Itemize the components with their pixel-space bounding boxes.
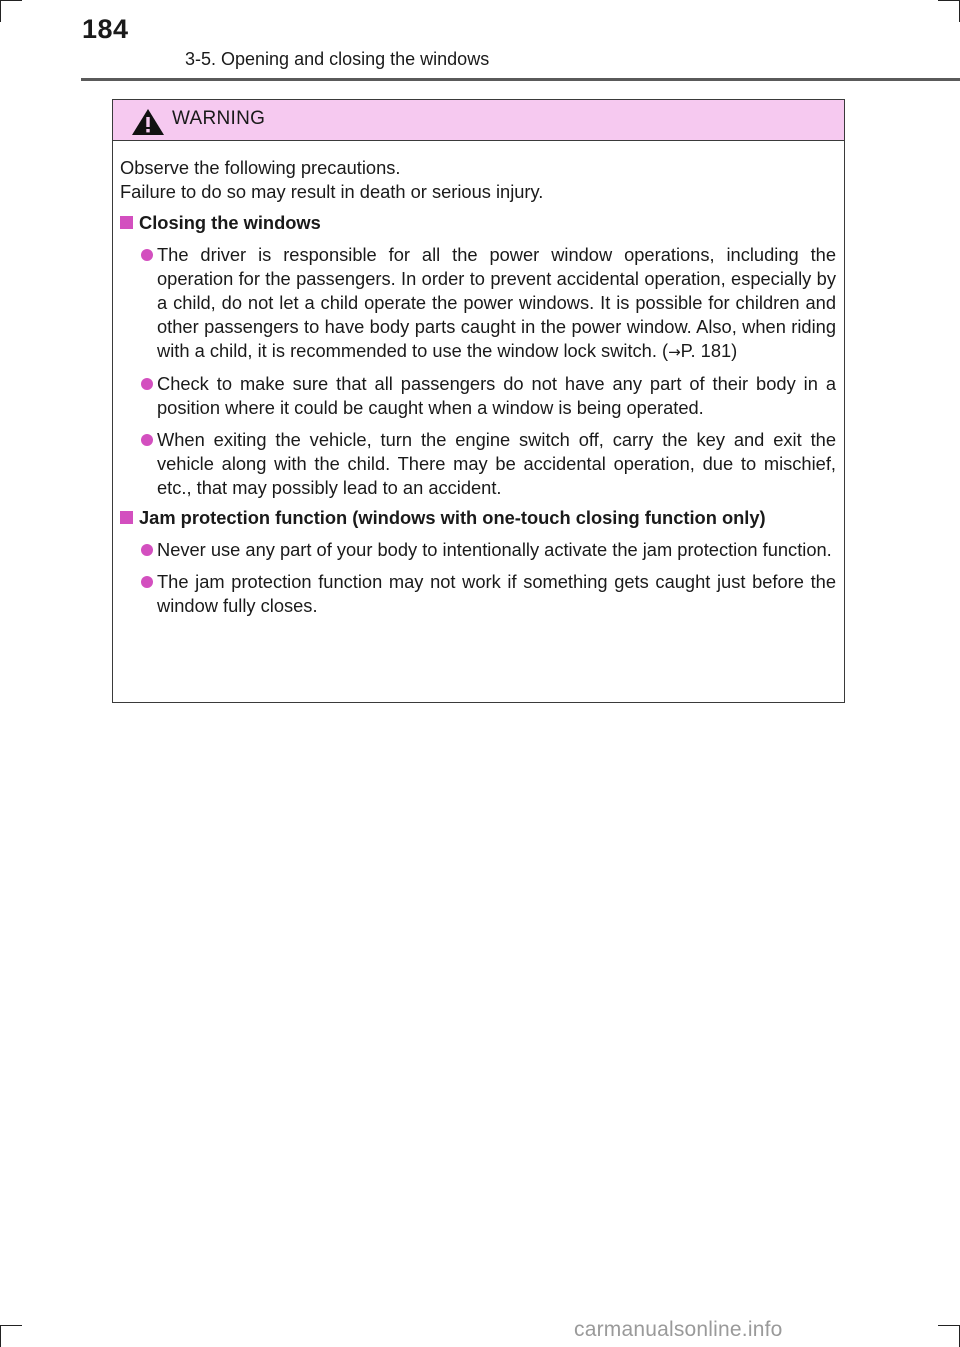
page-number: 184 (82, 14, 129, 44)
warning-box (112, 99, 845, 703)
warning-body (113, 141, 844, 618)
watermark: carmanualsonline.info (574, 1318, 783, 1341)
warning-triangle-icon (131, 108, 165, 136)
list-item (120, 428, 836, 500)
crop-mark (0, 1325, 1, 1347)
list-item-text: Check to make sure that all passengers do not have any part of their body in a position where it could be caught when a window is being operated. (157, 373, 836, 418)
warning-header (113, 100, 844, 141)
list-item (120, 538, 836, 562)
section-heading (120, 506, 836, 530)
square-bullet-icon (120, 216, 133, 229)
circle-bullet-icon (141, 378, 153, 390)
intro-line: Observe the following precautions. (120, 157, 401, 178)
crop-mark (0, 1325, 22, 1326)
list-item (120, 372, 836, 420)
warning-title: WARNING (172, 108, 266, 129)
square-bullet-icon (120, 511, 133, 524)
list-item-text: When exiting the vehicle, turn the engine switch off, carry the key and exit the vehicle along with the child. There may be accidental operation, due to mischief, etc., that may possibly lead to an accident. (157, 429, 836, 498)
arrow-right-icon: → (668, 343, 681, 361)
section-heading-text: Jam protection function (windows with one-touch closing function only) (139, 507, 766, 528)
list-item (120, 243, 836, 364)
section-heading (120, 211, 836, 235)
page-header (0, 0, 960, 82)
section-title: 3-5. Opening and closing the windows (185, 49, 490, 69)
intro-line: Failure to do so may result in death or serious injury. (120, 181, 544, 202)
page-reference: P. 181) (680, 340, 738, 361)
list-item-text: Never use any part of your body to intentionally activate the jam protection function. (157, 539, 832, 560)
list-item-text: The jam protection function may not work if something gets caught just before the window fully closes. (157, 571, 836, 616)
circle-bullet-icon (141, 544, 153, 556)
section-heading-text: Closing the windows (139, 212, 321, 233)
circle-bullet-icon (141, 434, 153, 446)
list-item (120, 570, 836, 618)
warning-intro (120, 156, 836, 204)
header-divider (81, 78, 960, 81)
circle-bullet-icon (141, 576, 153, 588)
circle-bullet-icon (141, 249, 153, 261)
list-item-text: The driver is responsible for all the power window operations, including the operation for the passengers. In order to prevent accidental operation, especially by a child, do not let a child operate the power windows. It is possible for children and other passengers to have body parts caught in the power window. Also, when riding with a child, it is recommended to use the window lock switch. ( (157, 244, 836, 361)
crop-mark (938, 1325, 960, 1326)
